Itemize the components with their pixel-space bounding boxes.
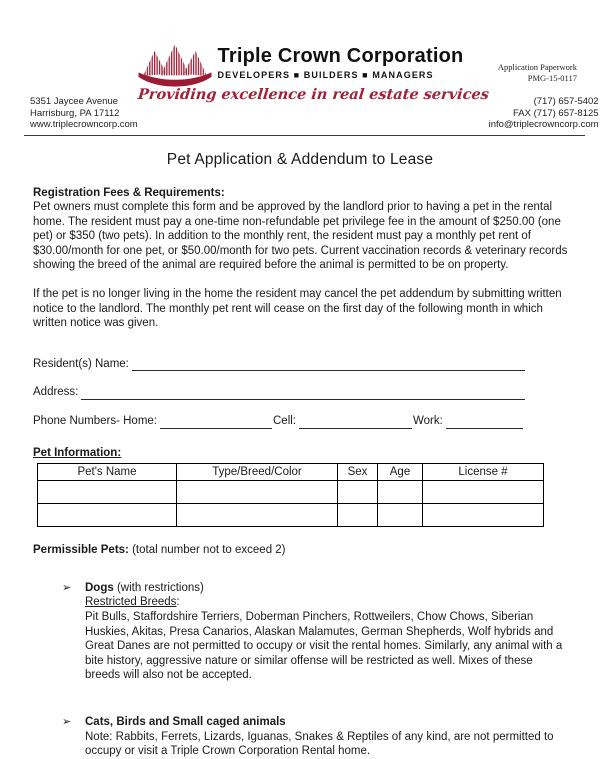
dogs-title-note: (with restrictions): [116, 581, 204, 594]
company-address: [30, 96, 138, 131]
home-phone-label: Phone Numbers- Home:: [33, 415, 157, 428]
company-name-block: [218, 38, 464, 80]
restricted-breeds-line: [85, 595, 570, 610]
pet-table-row-1: [38, 481, 544, 504]
pet-table-cell[interactable]: [338, 481, 378, 504]
pet-information-heading: Pet Information:: [33, 446, 122, 459]
company-tagline: Providing excellence in real estate services: [136, 86, 490, 103]
phone-number: (717) 657-5402: [533, 96, 599, 107]
permissible-pets-heading: [33, 543, 570, 558]
license-column-header: License #: [423, 464, 544, 481]
restricted-breeds-label: Restricted Breeds: [85, 596, 177, 609]
pet-application-document: [0, 38, 600, 758]
company-email: info@triplecrowncorp.com: [488, 119, 599, 130]
phone-field-row: [33, 414, 523, 429]
document-reference: [498, 62, 577, 83]
pet-table-cell[interactable]: [423, 504, 544, 527]
pet-name-column-header: Pet's Name: [38, 464, 177, 481]
cats-bullet-content: [85, 715, 570, 759]
dogs-title-line: [85, 581, 570, 596]
sex-column-header: Sex: [338, 464, 378, 481]
dogs-bullet-item: [62, 581, 570, 683]
restricted-breeds-body: Pit Bulls, Staffordshire Terriers, Doberman Pinchers, Rottweilers, Chow Chows, Siberian Huskies, Akitas, Presa Canarios, Alaskan Malamutes, German Shepherds, Wolf hybrids and Great Danes are not permitted to occupy or visit the rental homes. Similarly, any animal with a bite history, aggressive nature or similar offense will be restricted as well. Mixes of these breeds will also not be accepted.: [85, 611, 563, 682]
registration-paragraph-1: Pet owners must complete this form and be approved by the landlord prior to having a pet in the rental home. The resident must pay a one-time non-refundable pet privilege fee in the amount of $250.00 (one pet) or $350 (two pets). In addition to the monthly rent, the resident must pay a monthly pet rent of $30.00/month for one pet, or $50.00/month for two pets. Current vaccination records & veterinary records showing the breed of the animal are required before the animal is permitted to be on property.: [33, 201, 568, 272]
company-website: www.triplecrowncorp.com: [30, 119, 138, 130]
pet-table-cell[interactable]: [423, 481, 544, 504]
permissible-pets-note: (total number not to exceed 2): [132, 544, 286, 557]
cell-phone-blank[interactable]: [299, 415, 412, 429]
dogs-bullet-content: [85, 581, 570, 683]
header-divider: [24, 135, 585, 136]
document-body: [33, 186, 570, 759]
work-phone-label: Work:: [413, 415, 443, 428]
pet-table-cell[interactable]: [177, 504, 338, 527]
cats-bullet-item: [62, 715, 570, 759]
restricted-breeds-colon: :: [176, 596, 180, 609]
permissible-pets-label: Permissible Pets:: [33, 544, 129, 557]
reference-line-2: PMG-15-0117: [527, 72, 577, 83]
resident-name-blank[interactable]: [132, 357, 525, 371]
company-divisions: DEVELOPERS ■ BUILDERS ■ MANAGERS: [217, 70, 434, 80]
pet-table-header-row: [38, 464, 544, 481]
cell-phone-label: Cell:: [273, 415, 297, 428]
pet-table-cell[interactable]: [38, 504, 177, 527]
pet-table-cell[interactable]: [378, 504, 423, 527]
work-phone-blank[interactable]: [446, 415, 523, 429]
registration-heading: Registration Fees & Requirements:: [33, 186, 225, 199]
company-contact: [489, 96, 599, 131]
pet-table-cell[interactable]: [177, 481, 338, 504]
dogs-title: Dogs: [85, 581, 114, 594]
address-city: Harrisburg, PA 17112: [30, 107, 120, 119]
home-phone-blank[interactable]: [160, 415, 272, 429]
registration-paragraph-2: If the pet is no longer living in the home the resident may cancel the pet addendum by submitting written notice to the landlord. The monthly pet rent will cease on the first day of the following month in which written notice was given.: [33, 288, 562, 330]
resident-name-field-row: [33, 357, 525, 372]
arrow-bullet-icon: ➢: [62, 581, 72, 594]
address-label: Address:: [33, 386, 79, 399]
pet-table-cell[interactable]: [338, 504, 378, 527]
arrow-bullet-icon: ➢: [62, 715, 72, 728]
cats-title: Cats, Birds and Small caged animals: [85, 715, 286, 728]
cats-note-body: Note: Rabbits, Ferrets, Lizards, Iguanas, Snakes & Reptiles of any kind, are not permitted to occupy or visit a Triple Crown Corporation Rental home.: [85, 730, 554, 758]
document-title: Pet Application & Addendum to Lease: [166, 150, 434, 168]
type-breed-color-column-header: Type/Breed/Color: [177, 464, 338, 481]
resident-name-label: Resident(s) Name:: [33, 357, 129, 370]
company-name: Triple Crown Corporation: [217, 45, 464, 67]
pet-information-table: [37, 463, 544, 527]
address-blank[interactable]: [81, 386, 525, 400]
pet-table-cell[interactable]: [378, 481, 423, 504]
pet-table-row-2: [38, 504, 544, 527]
address-field-row: [33, 385, 525, 400]
cats-title-line: [85, 715, 570, 730]
fax-number: FAX (717) 657-8125: [513, 107, 599, 119]
age-column-header: Age: [378, 464, 423, 481]
pet-table-cell[interactable]: [38, 481, 177, 504]
header-contact-row: [30, 86, 599, 131]
address-street: 5351 Jaycee Avenue: [30, 96, 119, 107]
reference-line-1: Application Paperwork: [497, 62, 577, 72]
